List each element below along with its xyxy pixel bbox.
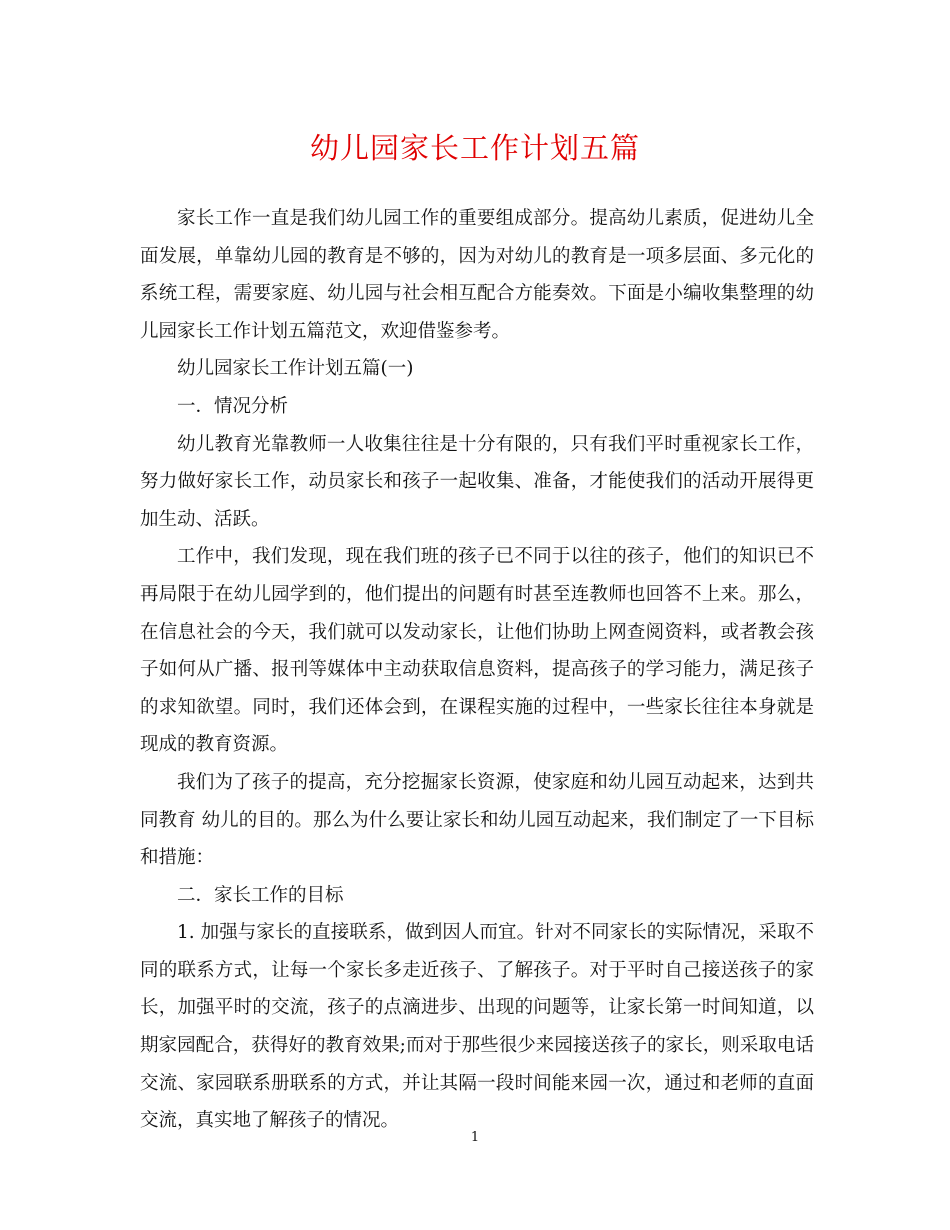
section-heading-work-goals: 二．家长工作的目标 [177, 884, 344, 906]
section-heading-situation-analysis: 一．情况分析 [177, 395, 289, 417]
document-body [140, 200, 814, 1140]
paragraph-parent-resources: 我们为了孩子的提高，充分挖掘家长资源，使家庭和幼儿园互动起来，达到共同教育 幼儿的目的。那么为什么要让家长和幼儿园互动起来，我们制定了一下目标和措施： [140, 771, 814, 869]
page-number: 1 [470, 1130, 480, 1145]
document-title: 幼儿园家长工作计划五篇 [309, 131, 640, 165]
paragraph-goal-one: 1. 加强与家长的直接联系，做到因人而宜。针对不同家长的实际情况，采取不同的联系方式，让每一个家长多走近孩子、了解孩子。对于平时自己接送孩子的家长，加强平时的交流，孩子的点滴进步、出现的问题等，让家长第一时间知道，以期家园配合，获得好的教育效果;而对于那些很少来园接送孩子的家长，则采取电话交流、家园联系册联系的方式，并让其隔一段时间能来园一次，通过和老师的直面交流，真实地了解孩子的情况。 [140, 922, 814, 1132]
intro-paragraph: 家长工作一直是我们幼儿园工作的重要组成部分。提高幼儿素质，促进幼儿全面发展，单靠幼儿园的教育是不够的，因为对幼儿的教育是一项多层面、多元化的系统工程，需要家庭、幼儿园与社会相互配合方能奏效。下面是小编收集整理的幼儿园家长工作计划五篇范文，欢迎借鉴参考。 [140, 208, 814, 342]
paragraph-work-findings: 工作中，我们发现，现在我们班的孩子已不同于以往的孩子，他们的知识已不再局限于在幼儿园学到的，他们提出的问题有时甚至连教师也回答不上来。那么，在信息社会的今天，我们就可以发动家长，让他们协助上网查阅资料，或者教会孩子如何从广播、报刊等媒体中主动获取信息资料，提高孩子的学习能力，满足孩子的求知欲望。同时，我们还体会到，在课程实施的过程中，一些家长往往本身就是现成的教育资源。 [140, 546, 814, 756]
paragraph-teacher-collection: 幼儿教育光靠教师一人收集往往是十分有限的，只有我们平时重视家长工作，努力做好家长工作，动员家长和孩子一起收集、准备，才能使我们的活动开展得更加生动、活跃。 [140, 433, 814, 530]
section-heading-plan-one: 幼儿园家长工作计划五篇(一) [177, 358, 414, 380]
